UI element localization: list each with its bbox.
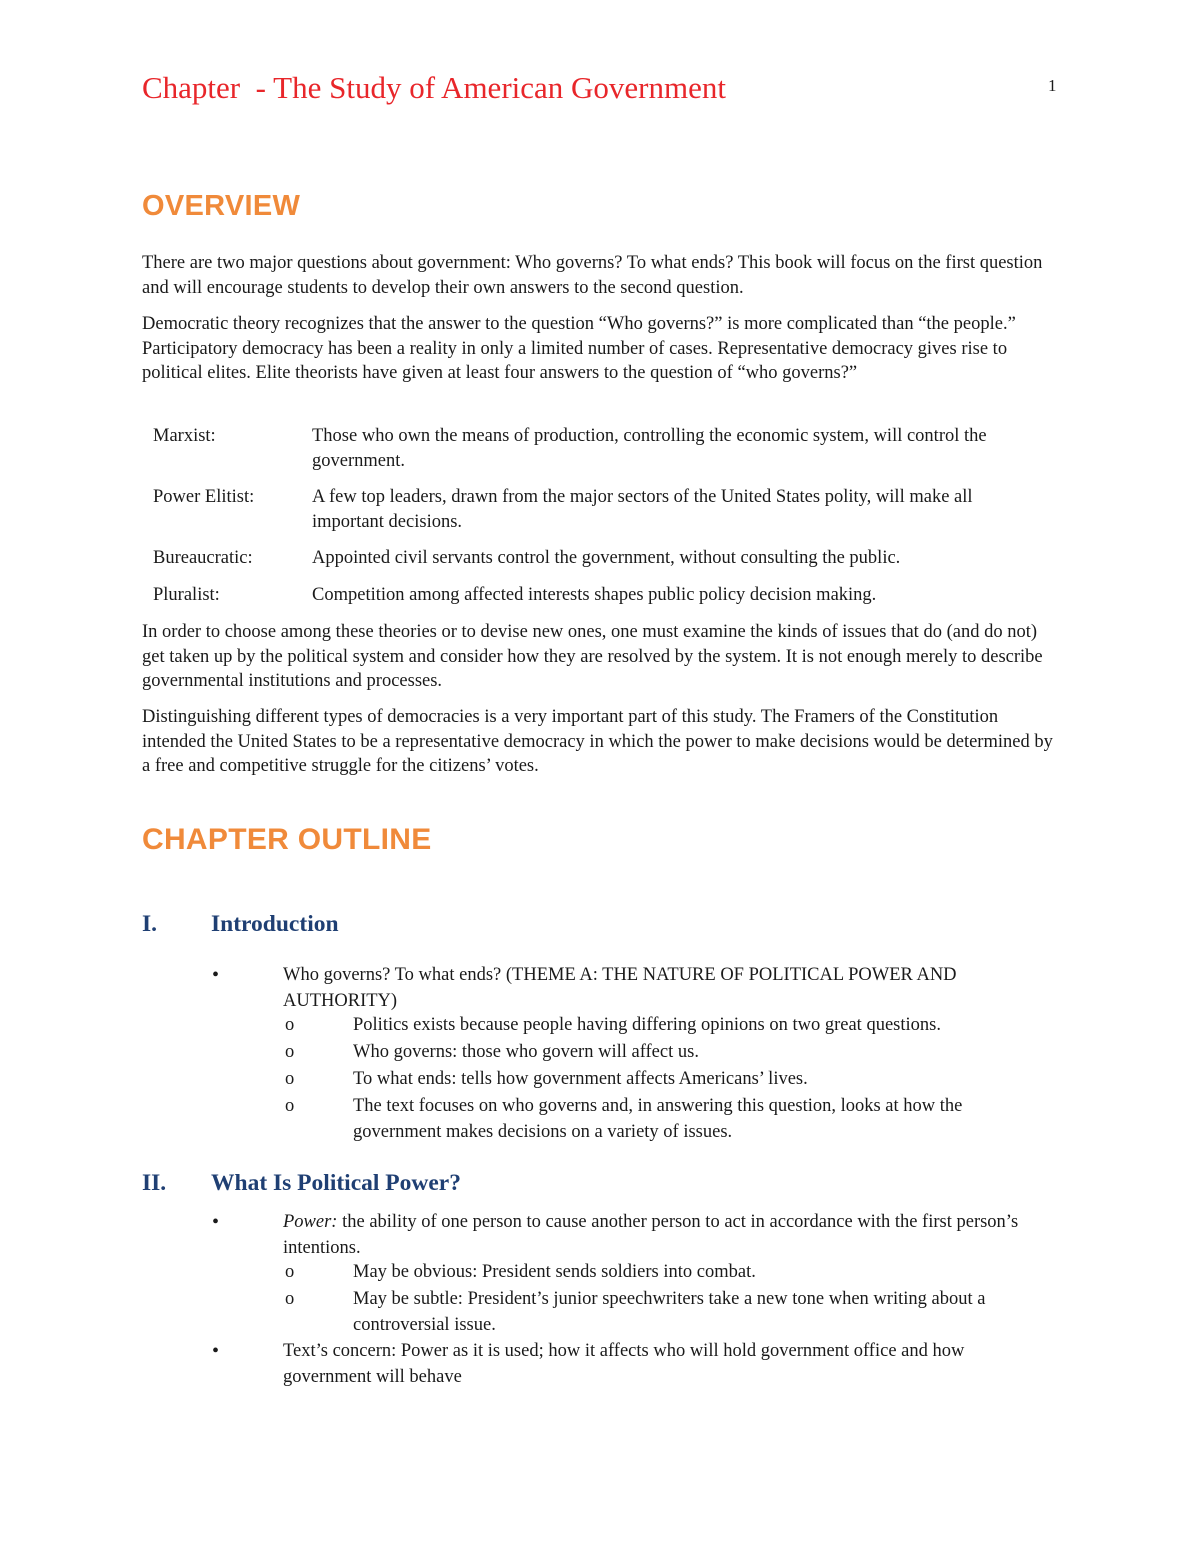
- sub-bullet-marker: o: [285, 1262, 295, 1282]
- sub-item-text: Who governs: those who govern will affect us.: [353, 1042, 699, 1062]
- theory-definition: Competition among affected interests shapes public policy decision making.: [312, 585, 877, 605]
- sub-list-item: [285, 1287, 1043, 1338]
- bullet-marker: •: [212, 1211, 220, 1233]
- overview-paragraph-3: In order to choose among these theories or to devise new ones, one must examine the kinds of issues that do (and do not) get taken up by the political system and consider how they are resolved by the system. It is not enough merely to describe governmental institutions and processes.: [142, 622, 1043, 692]
- sub-bullet-marker: o: [285, 1042, 295, 1062]
- sub-item-text: May be subtle: President’s junior speechwriters take a new tone when writing about a controversial issue.: [353, 1289, 986, 1335]
- definition-keyword: Power:: [283, 1212, 338, 1232]
- overview-paragraph-4: Distinguishing different types of democracies is a very important part of this study. The Framers of the Constitution intended the United States to be a representative democracy in which the power to make decisions would be determined by a free and competitive struggle for the citizens’ votes.: [142, 707, 1053, 777]
- sub-item-text: Politics exists because people having differing opinions on two great questions.: [353, 1015, 941, 1035]
- theory-definition: A few top leaders, drawn from the major sectors of the United States polity, will make all important decisions.: [312, 487, 973, 532]
- list-item: [212, 1339, 1043, 1390]
- page-number: 1: [1048, 76, 1057, 95]
- theory-term: Power Elitist:: [153, 487, 255, 507]
- bullet-marker: •: [212, 1340, 220, 1362]
- list-item: [212, 963, 1043, 1014]
- sub-list-item: [285, 1260, 1043, 1286]
- theory-term: Marxist:: [153, 426, 216, 446]
- theory-term: Bureaucratic:: [153, 548, 253, 568]
- theory-row-pluralist: [153, 583, 1042, 608]
- chapter-outline-heading: CHAPTER OUTLINE: [142, 823, 432, 856]
- chapter-title: Chapter - The Study of American Government: [142, 70, 726, 105]
- overview-heading: OVERVIEW: [142, 190, 301, 222]
- sub-item-text: To what ends: tells how government affects Americans’ lives.: [353, 1069, 808, 1089]
- theory-term: Pluralist:: [153, 585, 220, 605]
- bullet-marker: •: [212, 964, 220, 986]
- theory-row-power-elitist: [153, 485, 1042, 534]
- overview-paragraph-2: Democratic theory recognizes that the answer to the question “Who governs?” is more complicated than “the people.” Participatory democracy has been a reality in only a limited number of cases. Representative democracy gives rise to political elites. Elite theorists have given at least four answers to the question of “who governs?”: [142, 314, 1016, 384]
- theory-definition: Those who own the means of production, controlling the economic system, will control the government.: [312, 426, 987, 471]
- section-numeral: II.: [142, 1170, 167, 1196]
- theory-definition: Appointed civil servants control the government, without consulting the public.: [312, 548, 901, 568]
- theory-row-bureaucratic: [153, 546, 1042, 571]
- sub-item-text: The text focuses on who governs and, in answering this question, looks at how the government makes decisions on a variety of issues.: [353, 1096, 963, 1142]
- section-numeral: I.: [142, 911, 158, 937]
- section-title: Introduction: [211, 911, 339, 937]
- sub-list-item: [285, 1067, 1043, 1093]
- section-title: What Is Political Power?: [211, 1170, 461, 1196]
- sub-list-item: [285, 1040, 1043, 1066]
- sub-list-item: [285, 1094, 1043, 1145]
- list-item-text: Text’s concern: Power as it is used; how it affects who will hold government office and how government will behave: [283, 1341, 965, 1387]
- sub-bullet-marker: o: [285, 1015, 295, 1035]
- overview-paragraph-1: There are two major questions about government: Who governs? To what ends? This book will focus on the first question and will encourage students to develop their own answers to the second question.: [142, 253, 1043, 298]
- sub-bullet-marker: o: [285, 1289, 295, 1309]
- sub-item-text: May be obvious: President sends soldiers into combat.: [353, 1262, 756, 1282]
- sub-bullet-marker: o: [285, 1096, 295, 1116]
- theory-row-marxist: [153, 424, 1042, 473]
- list-item-text: the ability of one person to cause another person to act in accordance with the first person’s intentions.: [283, 1212, 1019, 1258]
- sub-bullet-marker: o: [285, 1069, 295, 1089]
- sub-list-item: [285, 1013, 1043, 1039]
- list-item-text: Who governs? To what ends? (THEME A: THE NATURE OF POLITICAL POWER AND AUTHORITY): [283, 965, 957, 1011]
- list-item: [212, 1210, 1043, 1261]
